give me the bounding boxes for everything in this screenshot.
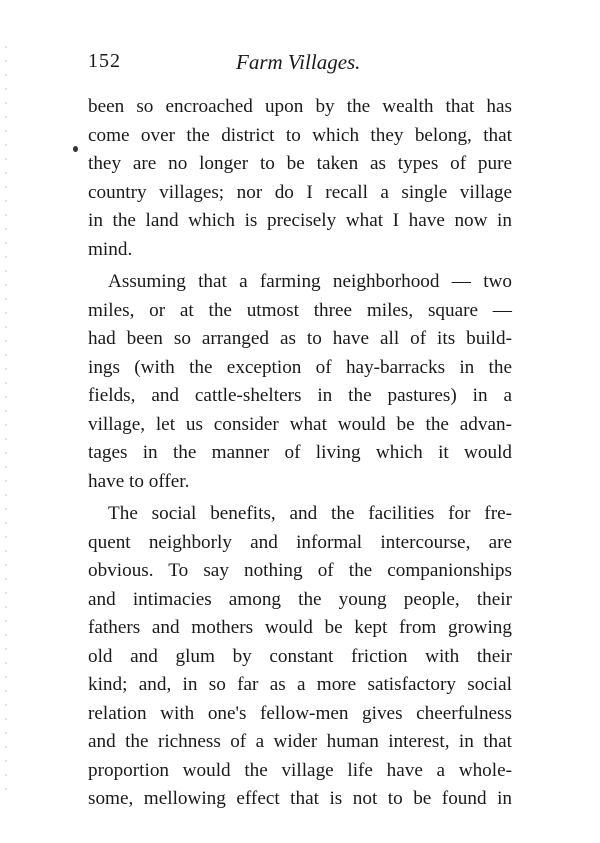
- text-line: relation with one's fellow-men gives cheerfulness: [88, 702, 512, 724]
- text-line: fathers and mothers would be kept from growing: [88, 617, 512, 638]
- text-line: old and glum by constant friction with their: [88, 645, 512, 667]
- text-line: tages in the manner of living which it would: [88, 442, 512, 463]
- text-line: The social benefits, and the facilities for fre-: [108, 503, 512, 524]
- text-line: mind.: [88, 238, 133, 260]
- paragraph-3: [88, 500, 512, 814]
- text-line: obvious. To say nothing of the companionships: [88, 560, 512, 581]
- text-line: and intimacies among the young people, their: [88, 588, 512, 610]
- text-line: had been so arranged as to have all of its build-: [88, 328, 512, 349]
- text-line: some, mellowing effect that is not to be found in: [88, 788, 512, 809]
- text-line: in the land which is precisely what I have now in: [88, 210, 512, 231]
- page-header: [88, 50, 508, 78]
- text-line: they are no longer to be taken as types of pure: [88, 153, 512, 174]
- running-head-title: Farm Villages.: [236, 50, 361, 74]
- paragraph-1: [88, 93, 512, 264]
- text-line: come over the district to which they belong, that: [88, 124, 512, 146]
- text-line: miles, or at the utmost three miles, square —: [88, 299, 512, 321]
- ink-speck: [73, 146, 78, 152]
- text-line: village, let us consider what would be the advan-: [88, 413, 512, 435]
- text-line: ings (with the exception of hay-barracks in the: [88, 356, 512, 378]
- text-line: been so encroached upon by the wealth that has: [88, 96, 512, 117]
- page-number: 152: [88, 50, 121, 72]
- text-line: fields, and cattle-shelters in the pastures) in a: [88, 385, 512, 406]
- paragraph-2: [88, 268, 512, 496]
- text-line: have to offer.: [88, 470, 190, 492]
- text-line: country villages; nor do I recall a single village: [88, 181, 512, 203]
- text-line: quent neighborly and informal intercourse, are: [88, 531, 512, 553]
- text-line: proportion would the village life have a whole-: [88, 759, 512, 781]
- page-edge-speckles: [5, 40, 7, 800]
- body-text: [88, 93, 512, 814]
- text-line: and the richness of a wider human interest, in that: [88, 731, 512, 752]
- text-line: Assuming that a farming neighborhood — two: [108, 271, 512, 292]
- text-line: kind; and, in so far as a more satisfactory social: [88, 674, 512, 695]
